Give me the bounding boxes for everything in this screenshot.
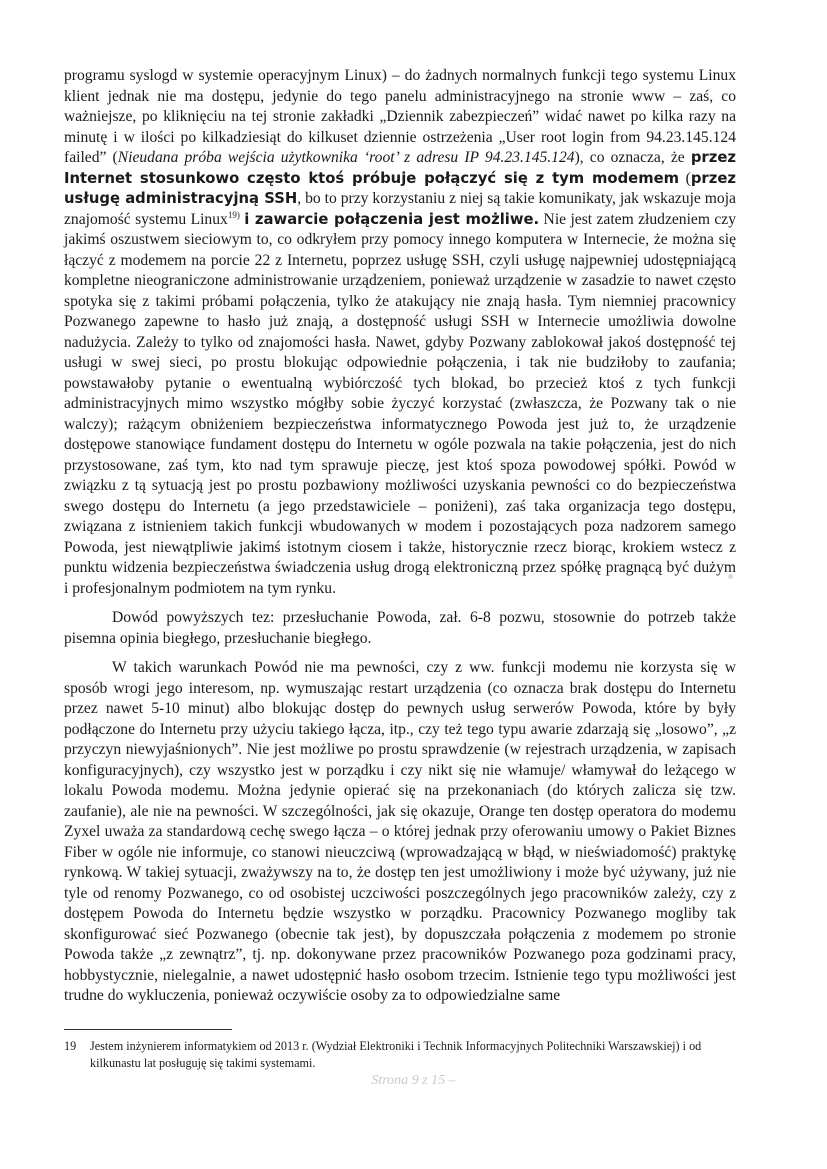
footnote-reference: 19) — [227, 209, 240, 220]
paragraph-3: W takich warunkach Powód nie ma pewności, czy z ww. funkcji modemu nie korzysta się w sposób wrogi jego interesom, np. wymuszając restart urządzenia (co oznacza brak dostępu do Internetu przez nawet 5-10 minut) albo blokując dostęp do pewnych usług serwerów Powoda, które by były podłączone do Internetu przy użyciu takiego łącza, itp., czy też tego typu awarie zdarzają się „losowo”, „z przyczyn niewyjaśnionych”. Nie jest możliwe po prostu sprawdzenie (w rejestrach urządzenia, w zapisach konfiguracyjnych), czy wszystko jest w porządku i czy nikt się nie włamuje/ włamywał do leżącego w lokalu Powoda modemu. Można jedynie opierać się na przekonaniach (do których zalicza się tzw. zaufanie), ale nie na pewności. W szczególności, jak się okazuje, Orange ten dostęp operatora do modemu Zyxel uważa za standardową cechę swego łącza – o której jednak przy oferowaniu umowy o Pakiet Biznes Fiber w ogóle nie informuje, co stanowi nieuczciwą (wprowadzającą w błąd, w nieświadomość) praktykę rynkową. W takiej sytuacji, zważywszy na to, że dostęp ten jest umożliwiony i może być używany, już nie tyle od renomy Pozwanego, co od osobistej uczciwości poszczególnych jego pracowników zależy, czy z dostępem Powoda do Internetu będzie wszystko w porządku. Pracownicy Pozwanego mogliby tak skonfigurować sieć Pozwanego (obecnie tak jest), by dopuszczała połączenia z modemem po stronie Powoda także „z zewnątrz”, tj. np. dokonywane przez pracowników Pozwanego poza godzinami pracy, hobbystycznie, nielegalnie, a nawet udostępnić hasło osobom trzecim. Istnienie tego typu możliwości jest trudne do wykluczenia, ponieważ oczywiście osoby za to odpowiedzialne same — [64, 659, 736, 1004]
footnote — [64, 1038, 736, 1071]
page-number: Strona 9 z 15 – — [371, 1073, 456, 1088]
text-run: ( — [679, 169, 691, 187]
bold-statement: przez usługę administracyjną SSH — [64, 169, 736, 207]
document-body — [64, 66, 736, 1007]
text-run: ), co oznacza, że — [574, 149, 691, 166]
footnote-text: Jestem inżynierem informatykiem od 2013 r. (Wydział Elektroniki i Technik Informacyjnych Politechniki Warszawskiej) i od kilkunastu lat posługuję się takimi systemami. — [90, 1039, 702, 1070]
bold-statement: przez Internet stosunkowo często ktoś próbuje połączyć się z tym modemem — [64, 149, 736, 187]
text-run: programu syslogd w systemie operacyjnym Linux) – do żadnych normalnych funkcji tego systemu Linux klient jednak nie ma dostępu, jedynie do tego panelu administracyjnego na stronie www – zaś, co ważniejsze, po kliknięciu na tej stronie zakładki „Dziennik zabezpieczeń” widać nawet po kilka razy na minutę i w ilości po kilkadziesiąt do kilkuset dziennie ostrzeżenia „User root login from 94.23.145.124 failed” ( — [64, 67, 736, 166]
italic-translation: Nieudana próba wejścia użytkownika ‘root’ z adresu IP 94.23.145.124 — [117, 149, 575, 166]
text-run: Nie jest zatem złudzeniem czy jakimś oszustwem sieciowym to, co odkryłem przy pomocy innego komputera w Internecie, że można się łączyć z modemem na porcie 22 z Internetu, poprzez usługę SSH, czyli usługę najpewniej udostępniającą kompletne nieograniczone administrowanie urządzeniem, ponieważ urządzenie w zasadzie to nawet często spotyka się z takimi próbami połączenia, tylko że atakujący nie znają hasła. Tym niemniej pracownicy Pozwanego zapewne to hasło już znają, a dostępność usługi SSH w Internecie umożliwia dowolne nadużycia. Zależy to tylko od znajomości hasła. Nawet, gdyby Pozwany zablokował jakoś dostępność tej usługi w swej sieci, po prostu blokując odpowiednie połączenia, i tak nie budziłoby to zaufania; powstawałoby pytanie o ewentualną wybiórczość tych blokad, bo przecież ktoś z tych funkcji administracyjnych mimo wszystko mógłby sobie życzyć korzystać (zwłaszcza, że Pozwany tak o nie walczy); rażącym obniżeniem bezpieczeństwa informatycznego Powoda jest już to, że urządzenie dostępowe stanowiące fundament dostępu do Internetu w ogóle pozwala na takie połączenia, jest do nich przystosowane, zaś tym, kto nad tym sprawuje pieczę, jest ktoś spoza powodowej spółki. Powód w związku z tą sytuacją jest po prostu pozbawiony możliwości uzyskania pewności co do bezpieczeństwa swego dostępu do Internetu (a jego przedstawiciele – poniżeni), zaś taka organizacja tego dostępu, związana z istnieniem takich funkcji wbudowanych w modem i pozostających poza nadzorem samego Powoda, jest niewątpliwie jakimś istotnym ciosem i także, historycznie rzecz biorąc, krokiem wstecz z punktu widzenia bezpieczeństwa świadczenia usług drogą elektroniczną przez spółkę pragnącą być dużym i profesjonalnym podmiotem na tym rynku. — [64, 210, 736, 597]
paragraph-2: Dowód powyższych tez: przesłuchanie Powoda, zał. 6-8 pozwu, stosownie do potrzeb także pisemna opinia biegłego, przesłuchanie biegłego. — [64, 609, 736, 647]
footnote-divider — [64, 1029, 232, 1030]
paragraph-1 — [64, 66, 736, 599]
footnote-number: 19 — [64, 1039, 77, 1053]
bold-statement: i zawarcie połączenia jest możliwe. — [244, 210, 540, 228]
text-run: , bo to przy korzystaniu z niej są takie komunikaty, jak wskazuje moja znajomość systemu Linux — [64, 190, 736, 228]
